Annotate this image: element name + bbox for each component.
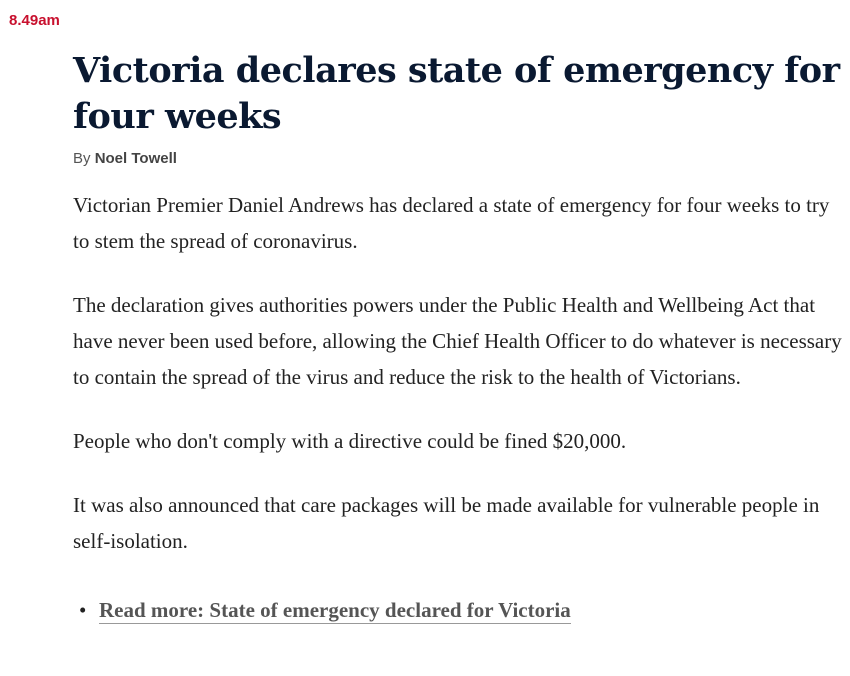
- byline-author[interactable]: Noel Towell: [94, 150, 177, 167]
- read-more-link[interactable]: Read more: State of emergency declared for Victoria: [99, 598, 571, 622]
- byline-prefix: By: [73, 150, 91, 167]
- post-timestamp: 8.49am: [9, 12, 60, 29]
- byline: [73, 150, 843, 167]
- article-body: [73, 187, 843, 559]
- related-link-item: [79, 595, 843, 625]
- article: [73, 48, 843, 625]
- article-headline: Victoria declares state of emergency for four weeks: [73, 50, 840, 137]
- body-paragraph: People who don't comply with a directive could be fined $20,000.: [73, 429, 627, 453]
- body-paragraph: Victorian Premier Daniel Andrews has declared a state of emergency for four weeks to try to stem the spread of coronavirus.: [73, 193, 830, 253]
- related-links-list: [73, 595, 843, 625]
- body-paragraph: The declaration gives authorities powers under the Public Health and Wellbeing Act that have never been used before, allowing the Chief Health Officer to do whatever is necessary to contain the spread of the virus and reduce the risk to the health of Victorians.: [73, 293, 842, 389]
- body-paragraph: It was also announced that care packages will be made available for vulnerable people in self-isolation.: [73, 493, 820, 553]
- bullet-icon: •: [79, 598, 87, 622]
